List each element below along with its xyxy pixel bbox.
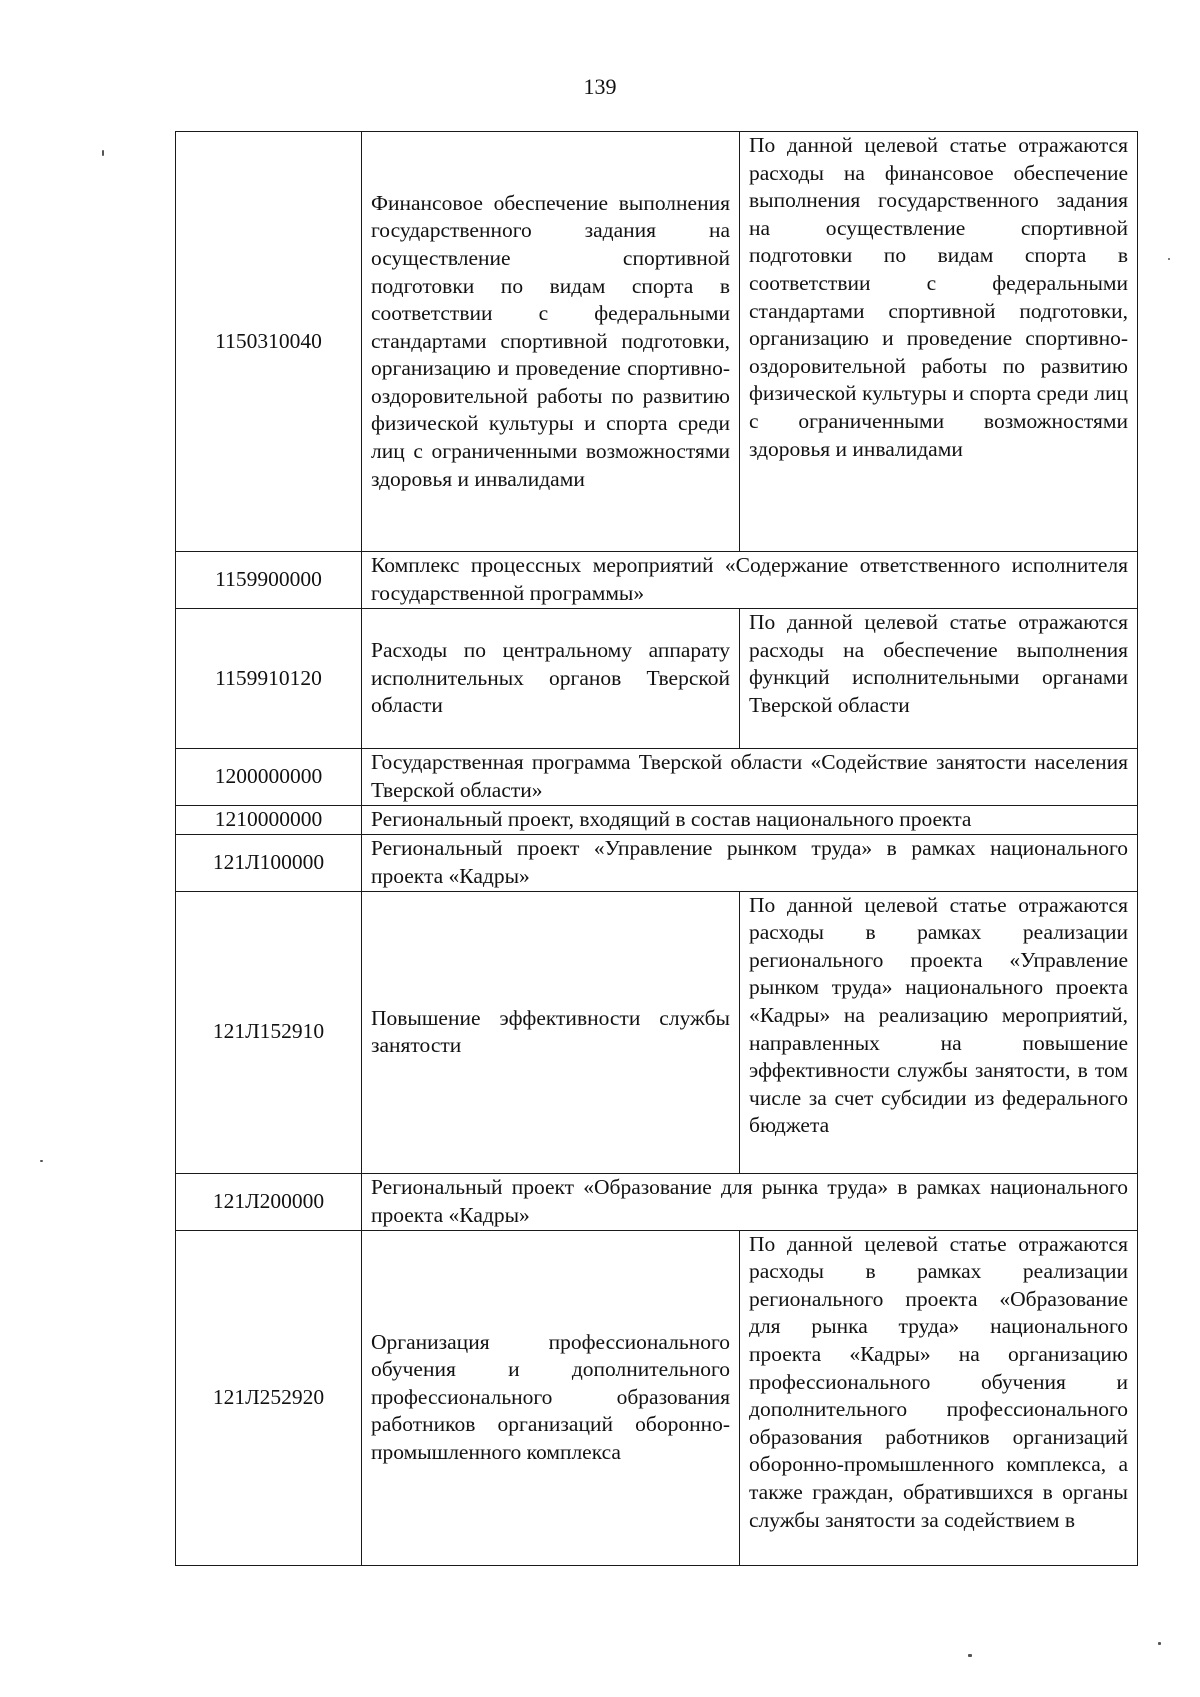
target-code: 121Л100000 xyxy=(176,834,362,891)
target-code: 1159900000 xyxy=(176,552,362,609)
table-row xyxy=(176,891,1138,1173)
table-row xyxy=(176,749,1138,806)
target-description: По данной целевой статье отражаются расходы на обеспечение выполнения функций исполнительными органами Тверской области xyxy=(740,609,1138,749)
target-name: Комплекс процессных мероприятий «Содержание ответственного исполнителя государственной программы» xyxy=(362,552,1138,609)
target-description: По данной целевой статье отражаются расходы в рамках реализации регионального проекта «Образование для рынка труда» национального проекта «Кадры» на организацию профессионального обучения и дополнительного профессионального образования работников организаций оборонно-промышленного комплекса, а также граждан, обратившихся в органы службы занятости за содействием в xyxy=(740,1230,1138,1565)
page-number: 139 xyxy=(583,74,617,99)
target-code: 1150310040 xyxy=(176,132,362,552)
scan-speck xyxy=(1168,258,1170,260)
budget-classification-table xyxy=(175,131,1138,1566)
target-code: 1210000000 xyxy=(176,806,362,835)
target-code: 1200000000 xyxy=(176,749,362,806)
target-name: Государственная программа Тверской области «Содействие занятости населения Тверской области» xyxy=(362,749,1138,806)
scan-speck xyxy=(102,150,104,156)
table-row xyxy=(176,552,1138,609)
target-code: 121Л152910 xyxy=(176,891,362,1173)
target-name: Региональный проект, входящий в состав национального проекта xyxy=(362,806,1138,835)
table-row xyxy=(176,1230,1138,1565)
table-row xyxy=(176,609,1138,749)
target-name: Региональный проект «Управление рынком труда» в рамках национального проекта «Кадры» xyxy=(362,834,1138,891)
table-row xyxy=(176,1173,1138,1230)
target-name: Финансовое обеспечение выполнения государственного задания на осуществление спортивной подготовки по видам спорта в соответствии с федеральными стандартами спортивной подготовки, организацию и проведение спортивно-оздоровительной работы по развитию физической культуры и спорта среди лиц с ограниченными возможностями здоровья и инвалидами xyxy=(362,132,740,552)
scan-speck xyxy=(968,1654,972,1657)
scan-speck xyxy=(1158,1642,1161,1645)
target-description: По данной целевой статье отражаются расходы на финансовое обеспечение выполнения государственного задания на осуществление спортивной подготовки по видам спорта в соответствии с федеральными стандартами спортивной подготовки, организацию и проведение спортивно-оздоровительной работы по развитию физической культуры и спорта среди лиц с ограниченными возможностями здоровья и инвалидами xyxy=(740,132,1138,552)
target-name: Повышение эффективности службы занятости xyxy=(362,891,740,1173)
table-row xyxy=(176,834,1138,891)
scan-speck xyxy=(40,1160,43,1162)
target-description: По данной целевой статье отражаются расходы в рамках реализации регионального проекта «Управление рынком труда» национального проекта «Кадры» на реализацию мероприятий, направленных на повышение эффективности службы занятости, в том числе за счет субсидии из федерального бюджета xyxy=(740,891,1138,1173)
target-name: Расходы по центральному аппарату исполнительных органов Тверской области xyxy=(362,609,740,749)
table-row xyxy=(176,806,1138,835)
target-code: 121Л252920 xyxy=(176,1230,362,1565)
target-name: Организация профессионального обучения и дополнительного профессионального образования работников организаций оборонно-промышленного комплекса xyxy=(362,1230,740,1565)
target-code: 1159910120 xyxy=(176,609,362,749)
table-row xyxy=(176,132,1138,552)
target-code: 121Л200000 xyxy=(176,1173,362,1230)
target-name: Региональный проект «Образование для рынка труда» в рамках национального проекта «Кадры» xyxy=(362,1173,1138,1230)
